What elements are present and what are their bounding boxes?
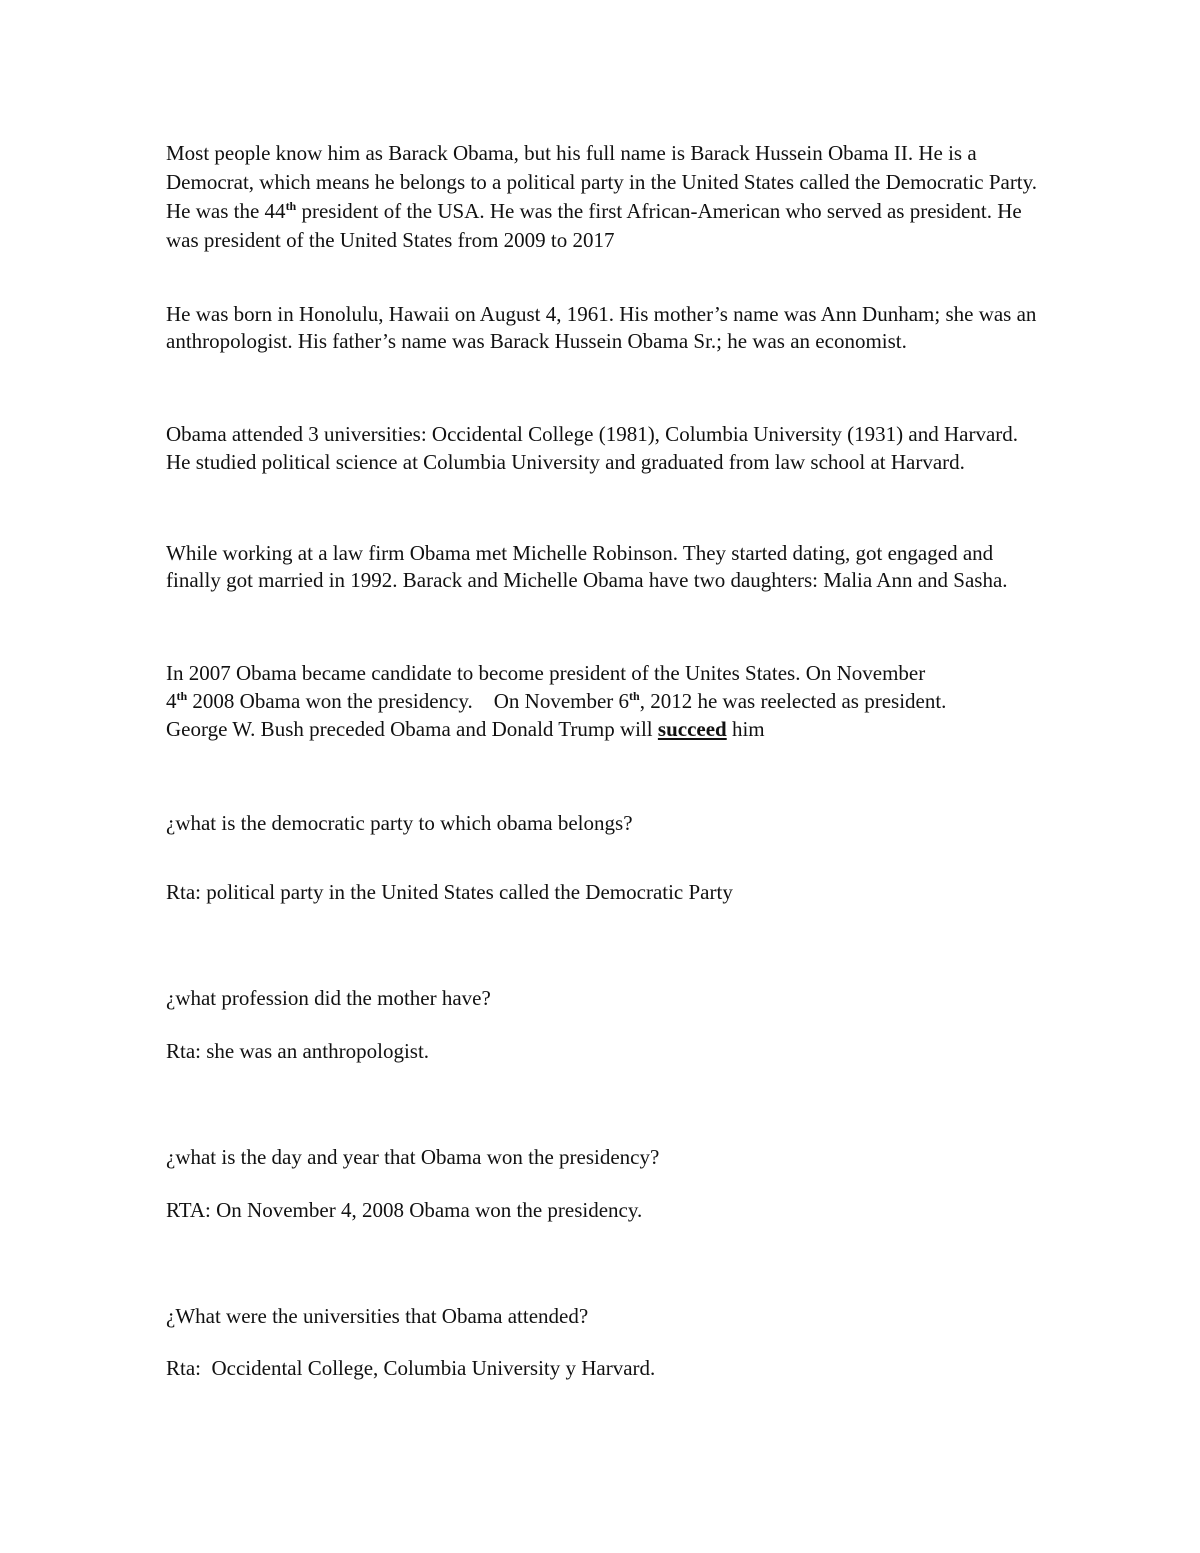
ordinal-superscript: th bbox=[629, 689, 640, 703]
question-3: ¿what is the day and year that Obama won the presidency? bbox=[166, 1145, 660, 1169]
paragraph-birth: He was born in Honolulu, Hawaii on August 4, 1961. His mother’s name was Ann Dunham; she was an anthropologist. His father’s name was Barack Hussein Obama Sr.; he was an economist. bbox=[166, 302, 1042, 353]
paragraph-biography-intro bbox=[166, 139, 1046, 255]
ordinal-superscript: th bbox=[285, 199, 297, 213]
paragraph-text: George W. Bush preceded Obama and Donald Trump will bbox=[166, 717, 658, 741]
emphasized-word: succeed bbox=[657, 717, 727, 741]
paragraph-text: president of the USA. He was the first African-American who served as president. He was president of the United States from 2009 to 2017 bbox=[166, 199, 1027, 252]
answer-3: RTA: On November 4, 2008 Obama won the presidency. bbox=[166, 1198, 643, 1222]
paragraph-line: In 2007 Obama became candidate to become president of the Unites States. On November bbox=[166, 661, 926, 685]
paragraph-text: 4 bbox=[166, 689, 177, 713]
paragraph-presidency bbox=[166, 659, 1046, 743]
ordinal-superscript: th bbox=[176, 689, 188, 703]
question-2: ¿what profession did the mother have? bbox=[166, 986, 491, 1010]
answer-2: Rta: she was an anthropologist. bbox=[166, 1039, 430, 1063]
question-1: ¿what is the democratic party to which obama belongs? bbox=[166, 811, 633, 835]
question-4: ¿What were the universities that Obama attended? bbox=[166, 1304, 589, 1328]
answer-4: Rta: Occidental College, Columbia University y Harvard. bbox=[166, 1356, 656, 1380]
paragraph-text: 2008 Obama won the presidency. On November 6 bbox=[187, 689, 630, 713]
answer-1: Rta: political party in the United States called the Democratic Party bbox=[166, 880, 733, 904]
paragraph-education: Obama attended 3 universities: Occidental College (1981), Columbia University (1931) and Harvard. He studied political science at Columbia University and graduated from law school at Harvard. bbox=[166, 422, 1024, 474]
paragraph-text: him bbox=[726, 717, 765, 741]
paragraph-text: , 2012 he was reelected as president. bbox=[639, 689, 947, 713]
paragraph-text: Most people know him as Barack Obama, but his full name is Barack Hussein Obama II. He is a Democrat, which means he belongs to a political party in the United States called the Democratic Party. He was the 44 bbox=[166, 141, 1043, 223]
paragraph-family: While working at a law firm Obama met Michelle Robinson. They started dating, got engaged and finally got married in 1992. Barack and Michelle Obama have two daughters: Malia Ann and Sasha. bbox=[166, 541, 1008, 592]
